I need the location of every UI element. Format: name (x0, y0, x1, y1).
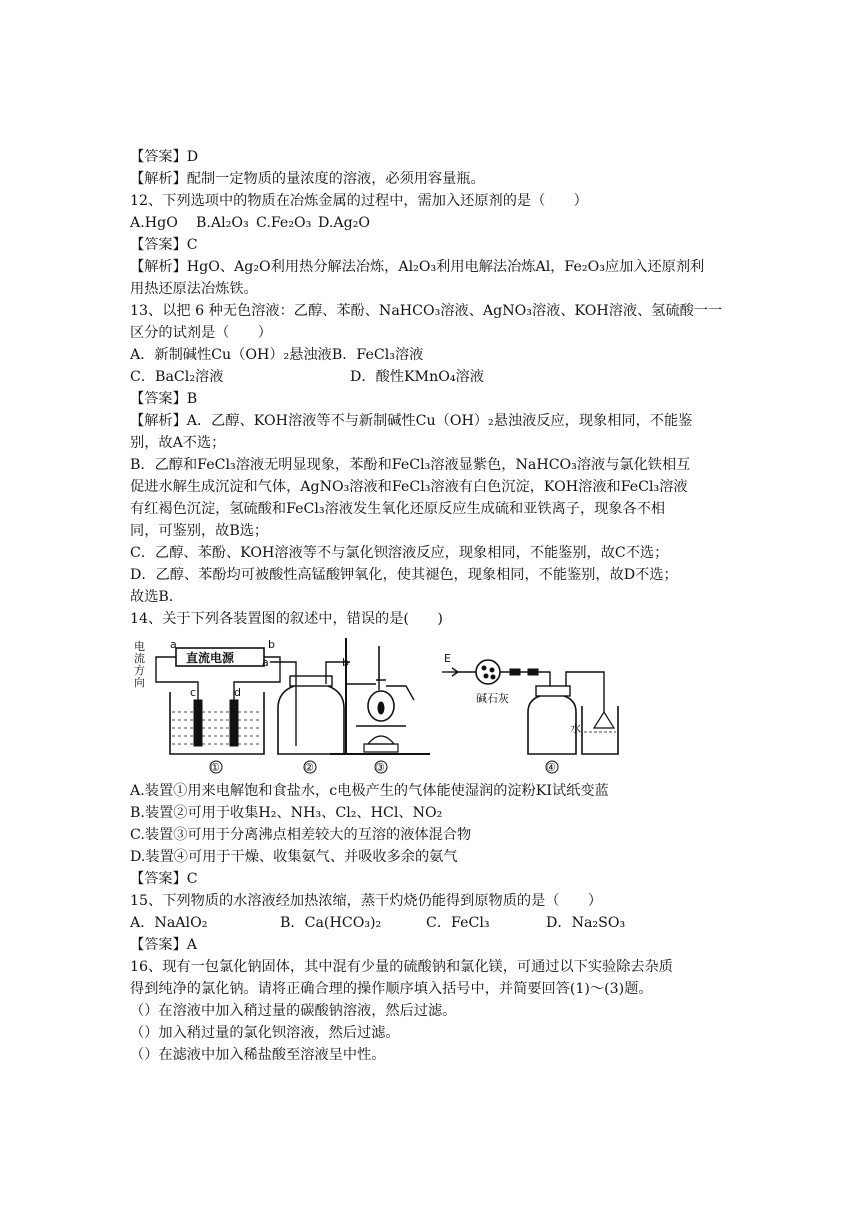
apparatus-4-ammonia (442, 652, 618, 774)
q13-analysis-line: C．乙醇、苯酚、KOH溶液等不与氯化钡溶液反应，现象相同，不能鉴别，故C不选； (130, 545, 669, 561)
label-b2: b (342, 656, 349, 669)
apparatus-diagram (130, 636, 735, 776)
q13-analysis-line: 同，可鉴别，故B选； (130, 523, 269, 539)
beaker-liquid (172, 712, 262, 744)
q16-step: （）加入稍过量的氯化钡溶液，然后过滤。 (130, 1025, 400, 1041)
current-label-3: 方 (134, 664, 145, 677)
q13-analysis-line: 有红褐色沉淀，氢硫酸和FeCl₃溶液发生氧化还原反应生成硫和亚铁离子，现象各不相 (130, 501, 666, 517)
q13-option-b: B．FeCl₃溶液 (331, 347, 424, 363)
side-arm (386, 686, 414, 700)
tube-long (270, 662, 296, 746)
q13-option-a: A．新制碱性Cu（OH）₂悬浊液 (130, 347, 332, 363)
q13-analysis-line: D．乙醇、苯酚均可被酸性高锰酸钾氧化，使其褪色，现象相同，不能鉴别，故D不选； (130, 567, 678, 583)
drying-tube (476, 660, 500, 684)
beaker-4 (582, 706, 618, 754)
q14-stem: 14、关于下列各装置图的叙述中，错误的是( ) (130, 611, 443, 627)
number-4: ④ (546, 761, 556, 774)
electrode-d (230, 700, 238, 746)
q13-stem-line1: 13、以把 6 种无色溶液：乙醇、苯酚、NaHCO₃溶液、AgNO₃溶液、KOH溶液、氢硫酸一一 (130, 303, 723, 319)
outlet-tube (566, 672, 604, 712)
number-2: ② (304, 761, 314, 774)
q13-option-d: D．酸性KMnO₄溶液 (350, 369, 484, 385)
funnel (594, 712, 614, 728)
electrode-c (194, 700, 202, 746)
q14-option-a: A.装置①用来电解饱和食盐水，c电极产生的气体能使湿润的淀粉KI试纸变蓝 (130, 783, 609, 799)
q13-option-c: C．BaCl₂溶液 (130, 369, 224, 385)
q13-analysis-line: 别，故A不选； (130, 435, 226, 451)
q12-stem: 12、下列选项中的物质在冶炼金属的过程中，需加入还原剂的是（ ） (130, 193, 588, 209)
label-E: E (444, 652, 451, 665)
document-page (130, 146, 735, 1066)
apparatus-3-distillation (330, 638, 430, 774)
lamp-base (364, 744, 398, 752)
flame-mark (378, 702, 384, 714)
q11-answer: 【答案】D (130, 149, 199, 165)
lime-label: 碱石灰 (476, 692, 509, 705)
current-label-2: 流 (134, 652, 145, 665)
q11-analysis: 【解析】配制一定物质的量浓度的溶液，必须用容量瓶。 (130, 171, 485, 187)
lamp (368, 736, 394, 744)
q14-apparatus-figure (130, 636, 735, 776)
current-label-4: 向 (134, 676, 145, 689)
current-label-1: 电 (134, 640, 145, 653)
q13-analysis-line: 【解析】A．乙醇、KOH溶液等不与新制碱性Cu（OH）₂悬浊液反应，现象相同，不能鉴 (130, 413, 693, 429)
q15-options (130, 912, 735, 934)
q14-option-c: C.装置③可用于分离沸点相差较大的互溶的液体混合物 (130, 827, 472, 843)
q12-answer: 【答案】C (130, 237, 198, 253)
q12-analysis-line1: 【解析】HgO、Ag₂O利用热分解法冶炼，Al₂O₃利用电解法冶炼Al，Fe₂O₃应加入还原剂利 (130, 259, 705, 275)
q13-stem-line2: 区分的试剂是（ ） (130, 325, 272, 341)
q14-option-d: D.装置④可用于干燥、收集氨气、并吸收多余的氨气 (130, 849, 458, 865)
q15-option-d: D．Na₂SO₃ (546, 915, 626, 931)
q16-step: （）在溶液中加入稍过量的碳酸钠溶液，然后过滤。 (130, 1003, 457, 1019)
q15-option-a: A．NaAlO₂ (130, 915, 208, 931)
q13-options-ab (130, 344, 735, 366)
tube-to-bottle (500, 672, 550, 686)
label-c: c (190, 686, 197, 699)
q14-answer: 【答案】C (130, 871, 198, 887)
label-a: a (170, 638, 177, 651)
q15-stem: 15、下列物质的水溶液经加热浓缩，蒸干灼烧仍能得到原物质的是（ ） (130, 893, 603, 909)
label-a2: a (262, 656, 269, 669)
label-d: d (234, 686, 241, 699)
apparatus-2-gas-bottle (262, 656, 350, 774)
q16-stem-line2: 得到纯净的氯化钠。请将正确合理的操作顺序填入括号中，并简要回答(1)～(3)题。 (130, 981, 653, 997)
q16-stem-line1: 16、现有一包氯化钠固体，其中混有少量的硫酸钠和氯化镁，可通过以下实验除去杂质 (130, 959, 673, 975)
q15-answer: 【答案】A (130, 937, 197, 953)
q15-option-b: B．Ca(HCO₃)₂ (280, 915, 382, 931)
q12-option-a: A.HgO (130, 215, 178, 231)
label-b: b (268, 638, 275, 651)
q15-option-c: C．FeCl₃ (426, 915, 490, 931)
bottle-4 (528, 696, 576, 754)
q12-option-b: B.Al₂O₃ (196, 215, 249, 231)
q13-analysis-line: 故选B． (130, 589, 183, 605)
q12-analysis-line2: 用热还原法冶炼铁。 (130, 281, 258, 297)
number-1: ① (210, 761, 220, 774)
q13-analysis-line: 促进水解生成沉淀和气体，AgNO₃溶液和FeCl₃溶液有白色沉淀，KOH溶液和FeCl₃溶液 (130, 479, 688, 495)
q12-options (130, 212, 735, 234)
q12-option-c: C.Fe₂O₃ (256, 215, 312, 231)
number-3: ③ (375, 761, 385, 774)
stopper-4 (536, 686, 570, 696)
q13-analysis-line: B．乙醇和FeCl₃溶液无明显现象，苯酚和FeCl₃溶液显紫色，NaHCO₃溶液与氯化铁相互 (130, 457, 691, 473)
q16-step: （）在滤液中加入稀盐酸至溶液呈中性。 (130, 1047, 386, 1063)
q12-option-d: D.Ag₂O (318, 215, 371, 231)
apparatus-1-electrolysis (134, 638, 280, 774)
beaker-1 (170, 692, 264, 754)
q13-options-cd (130, 366, 735, 388)
q14-option-b: B.装置②可用于收集H₂、NH₃、Cl₂、HCl、NO₂ (130, 805, 443, 821)
water-label: 水 (570, 722, 581, 735)
bottle-2 (278, 686, 344, 754)
flask-neck (376, 680, 386, 690)
wire-right (234, 657, 280, 708)
power-label: 直流电源 (186, 651, 235, 665)
q13-answer: 【答案】B (130, 391, 198, 407)
